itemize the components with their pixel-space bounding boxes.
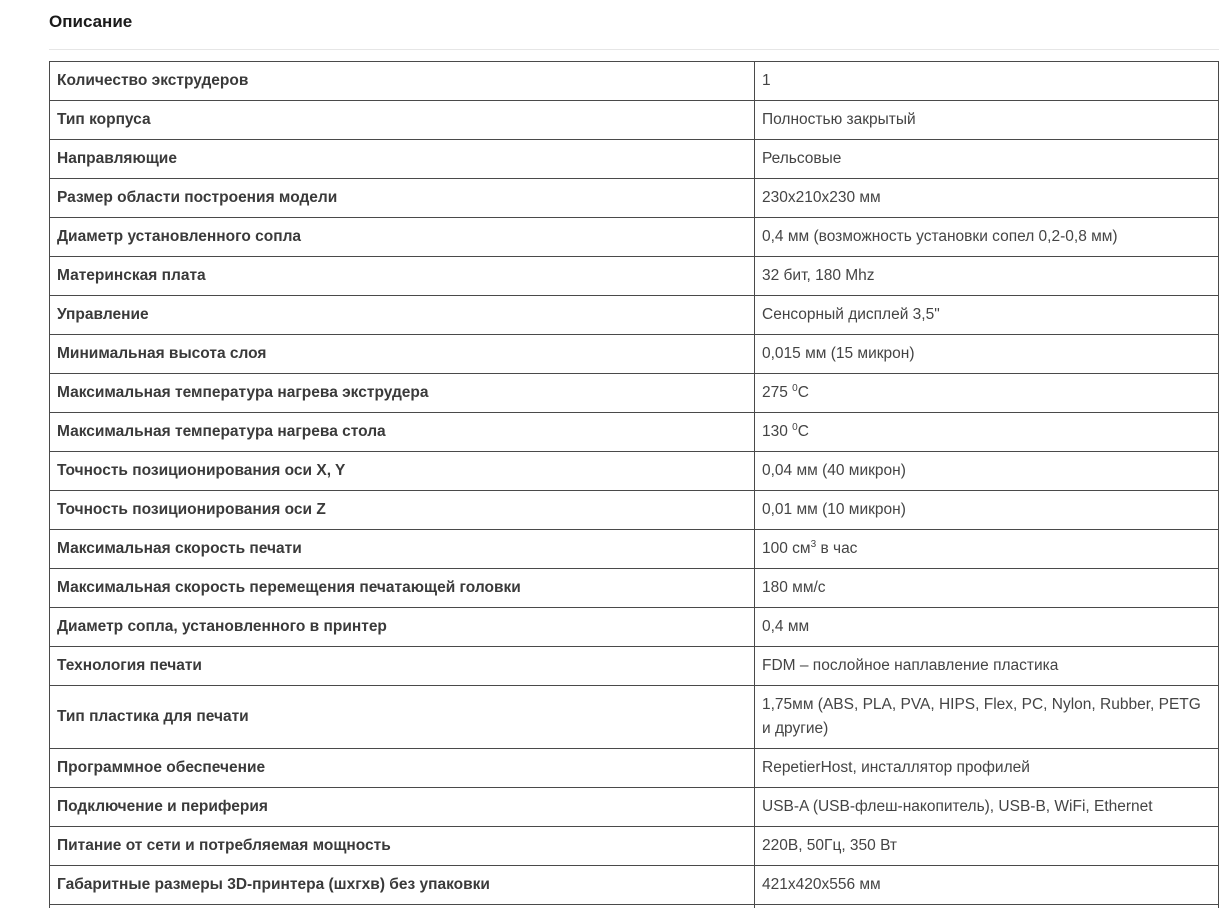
spec-value: 0,04 мм (40 микрон) bbox=[755, 452, 1219, 491]
value-text: 275 bbox=[762, 384, 793, 401]
table-row bbox=[50, 62, 1219, 101]
table-row bbox=[50, 296, 1219, 335]
spec-key: Питание от сети и потребляемая мощность bbox=[50, 827, 755, 866]
spec-value: USB-A (USB-флеш-накопитель), USB-B, WiFi, Ethernet bbox=[755, 788, 1219, 827]
table-row bbox=[50, 218, 1219, 257]
spec-key: Минимальная высота слоя bbox=[50, 335, 755, 374]
table-row bbox=[50, 413, 1219, 452]
spec-value: 32 бит, 180 Mhz bbox=[755, 257, 1219, 296]
spec-key: Размер области построения модели bbox=[50, 179, 755, 218]
table-row bbox=[50, 647, 1219, 686]
spec-key: Диаметр установленного сопла bbox=[50, 218, 755, 257]
spec-key: Диаметр сопла, установленного в принтер bbox=[50, 608, 755, 647]
spec-key bbox=[50, 905, 755, 908]
spec-value: 421x420x556 мм bbox=[755, 866, 1219, 905]
table-row bbox=[50, 788, 1219, 827]
spec-key: Тип корпуса bbox=[50, 101, 755, 140]
spec-value: FDM – послойное наплавление пластика bbox=[755, 647, 1219, 686]
specifications-table bbox=[49, 61, 1219, 908]
unit-text: C bbox=[797, 423, 809, 440]
table-row bbox=[50, 335, 1219, 374]
spec-key: Максимальная температура нагрева стола bbox=[50, 413, 755, 452]
spec-value: Рельсовые bbox=[755, 140, 1219, 179]
degree-superscript: 0 bbox=[792, 421, 798, 433]
spec-key: Технология печати bbox=[50, 647, 755, 686]
table-row bbox=[50, 179, 1219, 218]
table-row bbox=[50, 530, 1219, 569]
unit-text: в час bbox=[816, 540, 858, 557]
table-row bbox=[50, 686, 1219, 749]
spec-value: 1,75мм (ABS, PLA, PVA, HIPS, Flex, PC, Nylon, Rubber, PETG и другие) bbox=[755, 686, 1219, 749]
table-row bbox=[50, 608, 1219, 647]
spec-value: 220В, 50Гц, 350 Вт bbox=[755, 827, 1219, 866]
table-row bbox=[50, 101, 1219, 140]
table-row bbox=[50, 827, 1219, 866]
value-text: 100 см bbox=[762, 540, 811, 557]
table-row bbox=[50, 905, 1219, 908]
table-row bbox=[50, 569, 1219, 608]
spec-value: 1 bbox=[755, 62, 1219, 101]
cubic-superscript: 3 bbox=[810, 538, 817, 550]
degree-superscript: 0 bbox=[792, 382, 798, 394]
table-row bbox=[50, 491, 1219, 530]
spec-key: Количество экструдеров bbox=[50, 62, 755, 101]
spec-key: Подключение и периферия bbox=[50, 788, 755, 827]
title-divider bbox=[49, 49, 1219, 50]
spec-value: 180 мм/с bbox=[755, 569, 1219, 608]
section-title: Описание bbox=[49, 12, 133, 31]
spec-key: Управление bbox=[50, 296, 755, 335]
spec-key: Направляющие bbox=[50, 140, 755, 179]
spec-key: Программное обеспечение bbox=[50, 749, 755, 788]
spec-value: Полностью закрытый bbox=[755, 101, 1219, 140]
spec-value bbox=[755, 905, 1219, 908]
table-row bbox=[50, 749, 1219, 788]
table-row bbox=[50, 452, 1219, 491]
spec-value: 0,4 мм bbox=[755, 608, 1219, 647]
table-row bbox=[50, 257, 1219, 296]
spec-value: 230x210x230 мм bbox=[755, 179, 1219, 218]
spec-value bbox=[755, 374, 1219, 413]
table-row bbox=[50, 374, 1219, 413]
spec-value: RepetierHost, инсталлятор профилей bbox=[755, 749, 1219, 788]
table-row bbox=[50, 866, 1219, 905]
unit-text: C bbox=[797, 384, 809, 401]
spec-key: Максимальная скорость печати bbox=[50, 530, 755, 569]
spec-key: Тип пластика для печати bbox=[50, 686, 755, 749]
spec-value: 0,01 мм (10 микрон) bbox=[755, 491, 1219, 530]
spec-value bbox=[755, 530, 1219, 569]
spec-key: Точность позиционирования оси X, Y bbox=[50, 452, 755, 491]
spec-key: Максимальная температура нагрева экструдера bbox=[50, 374, 755, 413]
spec-key: Точность позиционирования оси Z bbox=[50, 491, 755, 530]
spec-value: 0,015 мм (15 микрон) bbox=[755, 335, 1219, 374]
spec-key: Максимальная скорость перемещения печатающей головки bbox=[50, 569, 755, 608]
table-row bbox=[50, 140, 1219, 179]
spec-value: Сенсорный дисплей 3,5" bbox=[755, 296, 1219, 335]
spec-value bbox=[755, 413, 1219, 452]
value-text: 130 bbox=[762, 423, 793, 440]
spec-key: Материнская плата bbox=[50, 257, 755, 296]
spec-value: 0,4 мм (возможность установки сопел 0,2-0,8 мм) bbox=[755, 218, 1219, 257]
spec-key: Габаритные размеры 3D-принтера (шхгхв) без упаковки bbox=[50, 866, 755, 905]
